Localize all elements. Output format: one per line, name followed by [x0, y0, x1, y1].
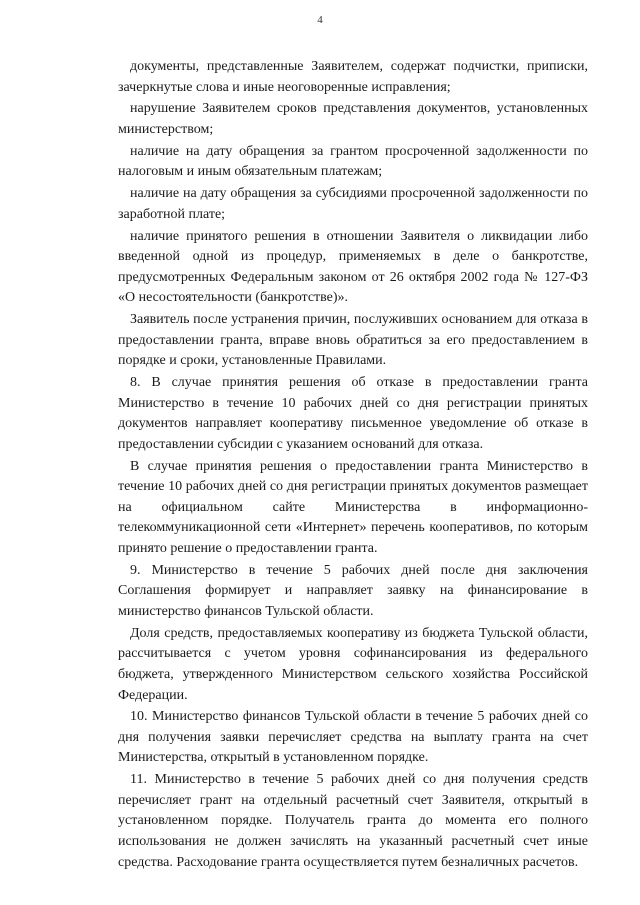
paragraph-deadline-violation: нарушение Заявителем сроков представления документов, установленных министерством;: [118, 101, 588, 137]
page-number: 4: [317, 14, 323, 26]
document-body: [118, 57, 588, 874]
paragraph-tax-debt: наличие на дату обращения за грантом просроченной задолженности по налоговым и иным обязательным платежам;: [118, 143, 588, 180]
paragraph-salary-debt: наличие на дату обращения за субсидиями просроченной задолженности по заработной плате;: [118, 186, 588, 222]
paragraph-clause-9: 9. Министерство в течение 5 рабочих дней после дня заключения Соглашения формирует и направляет заявку на финансирование в министерство финансов Тульской области.: [118, 562, 588, 619]
paragraph-reapply: Заявитель после устранения причин, послуживших основанием для отказа в предоставлении гранта, вправе вновь обратиться за его предоставлением в порядке и сроки, установленные Правилами.: [118, 312, 588, 369]
paragraph-clause-10: 10. Министерство финансов Тульской области в течение 5 рабочих дней со дня получения заявки перечисляет средства на выплату гранта на счет Министерства, открытый в установленном порядке.: [118, 709, 588, 766]
paragraph-documents-corrections: документы, представленные Заявителем, содержат подчистки, приписки, зачеркнутые слова и иные неоговоренные исправления;: [118, 59, 588, 95]
paragraph-clause-11: 11. Министерство в течение 5 рабочих дней со дня получения средств перечисляет грант на отдельный расчетный счет Заявителя, открытый в установленном порядке. Получатель гранта до момента его полного использования не должен зачислять на указанный расчетный счет иные средства. Расходование гранта осуществляется путем безналичных расчетов.: [118, 772, 588, 870]
paragraph-bankruptcy: наличие принятого решения в отношении Заявителя о ликвидации либо введенной одной из процедур, применяемых в деле о банкротстве, предусмотренных Федеральным законом от 26 октября 2002 года № 127-ФЗ «О несостоятельности (банкротстве)».: [118, 228, 588, 306]
paragraph-clause-8: 8. В случае принятия решения об отказе в предоставлении гранта Министерство в течение 10 рабочих дней со дня регистрации принятых документов направляет кооперативу письменное уведомление об отказе в предоставлении субсидии с указанием оснований для отказа.: [118, 375, 588, 452]
paragraph-grant-decision: В случае принятия решения о предоставлении гранта Министерство в течение 10 рабочих дней со дня регистрации принятых документов размещает на официальном сайте Министерства в информационно-телекоммуникационной сети «Интернет» перечень кооперативов, по которым принято решение о предоставлении гранта.: [118, 458, 588, 556]
paragraph-cofinancing: Доля средств, предоставляемых кооперативу из бюджета Тульской области, рассчитывается с учетом уровня софинансирования из федерального бюджета, утвержденного Министерством сельского хозяйства Российской Федерации.: [118, 625, 588, 703]
